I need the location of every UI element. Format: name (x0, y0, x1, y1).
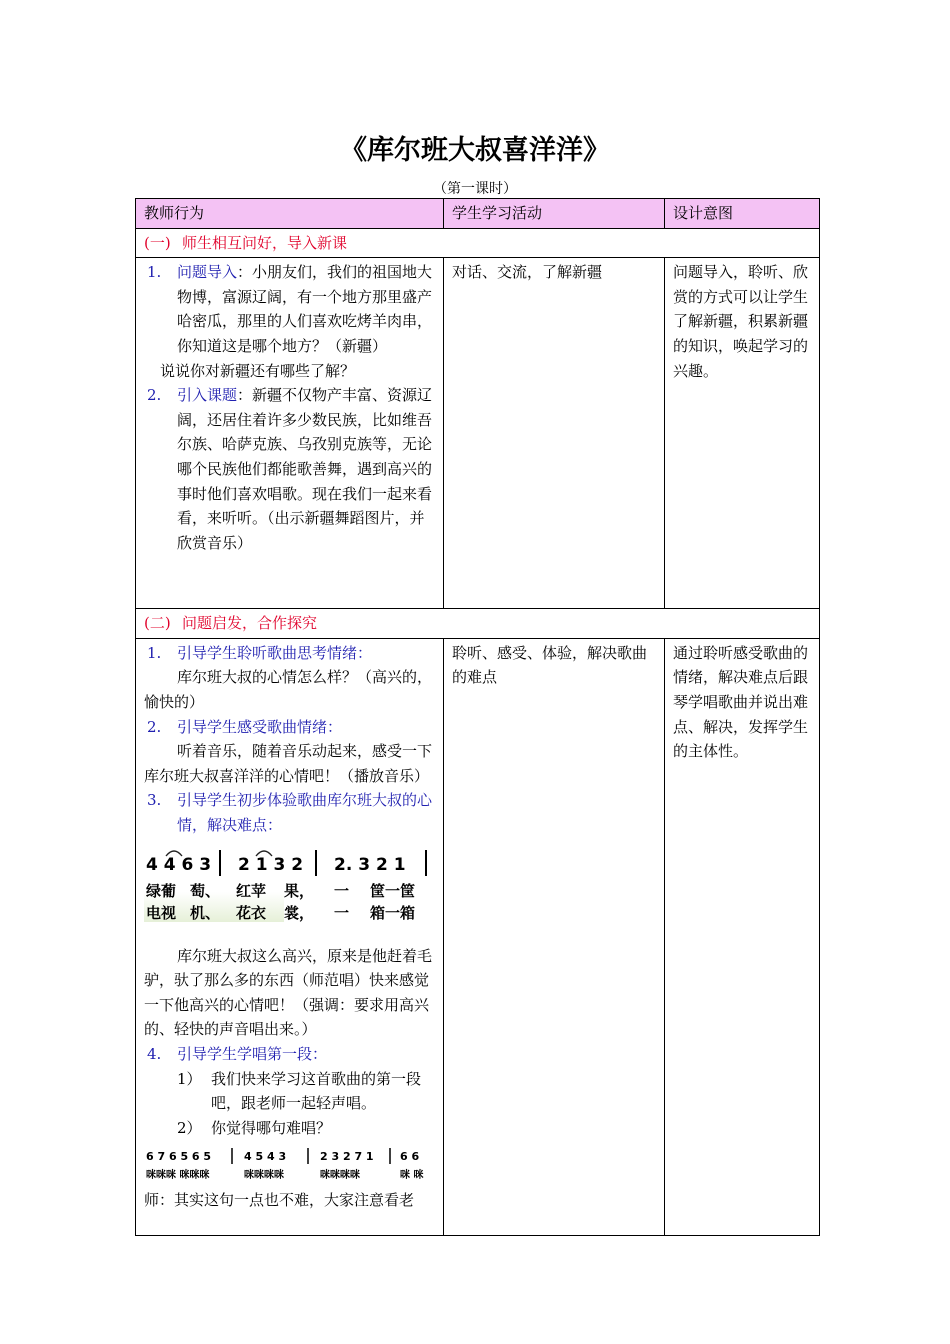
score-notes: 6 6 (400, 1150, 420, 1164)
document-subtitle: （第一课时） (433, 181, 517, 197)
section-number: (二) (144, 614, 171, 633)
list-item (144, 1042, 435, 1067)
lyric: 红苹 (236, 881, 267, 900)
item-label: 引入课题 (177, 386, 238, 405)
music-score-excerpt-2 (144, 1146, 436, 1182)
list-item (144, 715, 435, 740)
lyric: 咪咪咪 咪咪咪 (146, 1170, 210, 1182)
list-item (144, 788, 435, 837)
lyric: 箱一箱 (370, 903, 416, 922)
lyric: 一 (334, 881, 350, 900)
list-item (144, 260, 435, 358)
table-header-row (136, 199, 820, 229)
item-label: 问题导入 (177, 263, 238, 282)
lesson-plan-table (135, 198, 820, 1236)
explanation-paragraph: 库尔班大叔这么高兴，原来是他赶着毛驴，驮了那么多的东西（师范唱）快来感觉一下他高兴的心情吧！（强调：要求用高兴的、轻快的声音唱出来。） (144, 946, 433, 1039)
section-heading-1 (136, 228, 820, 258)
lyric: 裳， (284, 903, 315, 922)
content-row-2 (136, 638, 820, 1235)
score-notes: 4 4 6 3 (146, 854, 212, 875)
intent-cell-2: 通过聆听感受歌曲的情绪，解决难点后跟琴学唱歌曲并说出难点、解决，发挥学生的主体性。 (665, 638, 820, 1235)
sub-item (144, 1116, 435, 1141)
list-item (144, 383, 435, 555)
item-number: 2. (147, 717, 162, 736)
item-body: 听着音乐，随着音乐动起来，感受一下库尔班大叔喜洋洋的心情吧！（播放音乐） (144, 742, 433, 785)
student-cell-2: 聆听、感受、体验，解决歌曲的难点 (444, 638, 665, 1235)
sub-item (144, 1067, 435, 1116)
item-number: 1. (147, 643, 162, 662)
list-item (144, 641, 435, 666)
lyric: 绿葡 (146, 881, 177, 900)
section-title: 问题启发，合作探究 (182, 614, 318, 633)
teacher-remark: 师：其实这句一点也不难，大家注意看老 (144, 1191, 415, 1210)
score-notes: 4 5 4 3 (244, 1150, 287, 1164)
section-title: 师生相互问好，导入新课 (182, 233, 348, 252)
lyric: 电视 (146, 903, 177, 922)
lyric: 咪 咪 (400, 1170, 424, 1182)
lyric: 机、 (190, 903, 221, 922)
section-number: (一) (144, 233, 171, 252)
content-row-1 (136, 258, 820, 609)
item-number: 3. (147, 791, 162, 810)
item-label: 引导学生感受歌曲情绪： (177, 717, 343, 736)
item-body: ：新疆不仅物产丰富、资源辽阔，还居住着许多少数民族，比如维吾尔族、哈萨克族、乌孜别克族等，无论哪个民族他们都能歌善舞，遇到高兴的事时他们喜欢唱歌。现在我们一起来看看，来听听。（出示新疆舞蹈图片，并欣赏音乐） (177, 386, 433, 552)
header-teacher-behavior: 教师行为 (136, 199, 444, 229)
section-heading-2 (136, 609, 820, 639)
intent-cell-1: 问题导入，聆听、欣赏的方式可以让学生了解新疆，积累新疆的知识，唤起学习的兴趣。 (665, 258, 820, 609)
student-cell-1: 对话、交流，了解新疆 (444, 258, 665, 609)
sub-item-number: 2） (177, 1118, 202, 1137)
header-student-activity: 学生学习活动 (444, 199, 665, 229)
teacher-cell-2 (136, 638, 444, 1235)
lyric: 果， (284, 881, 315, 900)
lyric: 筐一筐 (370, 881, 416, 900)
sub-item-number: 1） (177, 1069, 202, 1088)
item-number: 1. (147, 263, 162, 282)
score-notes: 2 3 2 7 1 (320, 1150, 374, 1164)
item-number: 4. (147, 1044, 162, 1063)
lyric: 咪咪咪咪 (244, 1170, 284, 1182)
header-design-intent: 设计意图 (665, 199, 820, 229)
teacher-cell-1 (136, 258, 444, 609)
section-row-1 (136, 228, 820, 258)
item-body: 库尔班大叔的心情怎么样？（高兴的，愉快的） (144, 668, 433, 711)
sub-item-text: 你觉得哪句难唱？ (211, 1118, 332, 1137)
score-notes: 2 1 3 2 (238, 854, 304, 875)
lyric: 萄、 (190, 881, 221, 900)
extra-question: 说说你对新疆还有哪些了解？ (160, 361, 356, 380)
lyric: 咪咪咪咪 (320, 1170, 360, 1182)
item-number: 2. (147, 386, 162, 405)
item-label: 引导学生学唱第一段： (177, 1044, 328, 1063)
score-notes: 2. 3 2 1 (334, 854, 406, 875)
item-label: 引导学生初步体验歌曲库尔班大叔的心情，解决难点： (177, 791, 433, 834)
lyric: 一 (334, 903, 350, 922)
item-text (177, 383, 435, 555)
lyric: 花衣 (236, 903, 267, 922)
item-text (177, 260, 435, 358)
score-notes: 6 7 6 5 6 5 (146, 1150, 212, 1164)
item-label: 引导学生聆听歌曲思考情绪： (177, 643, 373, 662)
music-score-excerpt-1 (144, 842, 434, 922)
document-title: 《库尔班大叔喜洋洋》 (340, 135, 610, 166)
section-row-2 (136, 609, 820, 639)
sub-item-text: 我们快来学习这首歌曲的第一段吧，跟老师一起轻声唱。 (211, 1069, 422, 1113)
item-body: ：小朋友们，我们的祖国地大物博，富源辽阔，有一个地方那里盛产哈密瓜，那里的人们喜欢吃烤羊肉串，你知道这是哪个地方？（新疆） (177, 263, 433, 355)
